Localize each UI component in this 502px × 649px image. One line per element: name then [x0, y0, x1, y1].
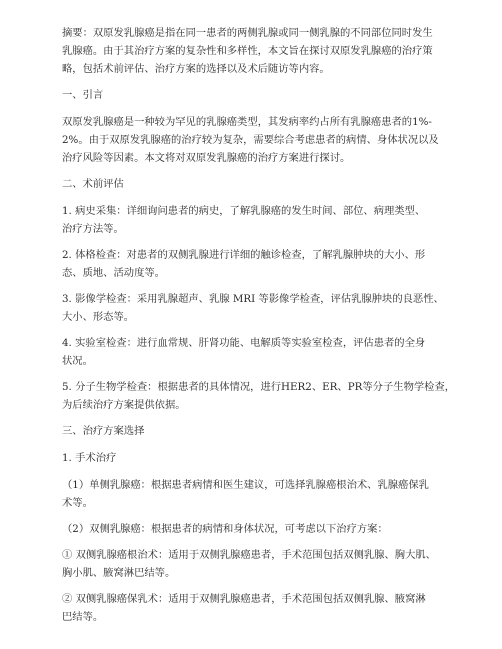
text-line: ② 双侧乳腺癌保乳术：适用于双侧乳腺癌患者，手术范围包括双侧乳腺、腋窝淋 — [62, 593, 426, 605]
text-line: 为后续治疗方案提供依据。 — [62, 399, 186, 411]
text-line: 三、治疗方案选择 — [62, 425, 145, 437]
paragraph-eval4 — [62, 334, 462, 370]
paragraph-eval5 — [62, 378, 462, 414]
text-line: 治疗方法等。 — [62, 223, 124, 235]
text-line: 5. 分子生物学检查：根据患者的具体情况，进行HER2、ER、PR等分子生物学检查， — [62, 381, 456, 393]
text-line: ① 双侧乳腺癌根治术：适用于双侧乳腺癌患者，手术范围包括双侧乳腺、胸大肌、 — [62, 549, 436, 561]
text-line: 2%。由于双原发乳腺癌的治疗较为复杂，需要综合考虑患者的病情、身体状况以及 — [62, 134, 439, 146]
text-line: （2）双侧乳腺癌：根据患者的病情和身体状况，可考虑以下治疗方案： — [62, 523, 388, 535]
paragraph-surg1 — [62, 476, 462, 512]
paragraph-eval2 — [62, 246, 462, 282]
text-line: 状况。 — [62, 355, 93, 367]
text-line: 乳腺癌。由于其治疗方案的复杂性和多样性，本文旨在探讨双原发乳腺癌的治疗策 — [62, 45, 433, 57]
text-line: 略，包括术前评估、治疗方案的选择以及术后随访等内容。 — [62, 63, 330, 75]
text-line: 一、引言 — [62, 89, 104, 101]
paragraph-abstract — [62, 24, 462, 78]
text-line: 4. 实验室检查：进行血常规、肝肾功能、电解质等实验室检查，评估患者的全身 — [62, 337, 426, 349]
text-line: 3. 影像学检查：采用乳腺超声、乳腺 MRI 等影像学检查，评估乳腺肿块的良恶性、 — [62, 293, 444, 305]
text-line: 术等。 — [62, 497, 93, 509]
paragraph-opt1 — [62, 546, 462, 582]
paragraph-opt2 — [62, 590, 462, 626]
text-line: （1）单侧乳腺癌：根据患者病情和医生建议，可选择乳腺癌根治术、乳腺癌保乳 — [62, 479, 429, 491]
section-heading-sub1-title — [62, 449, 462, 467]
text-line: 二、术前评估 — [62, 178, 124, 190]
text-line: 胸小肌、腋窝淋巴结等。 — [62, 567, 176, 579]
text-line: 双原发乳腺癌是一种较为罕见的乳腺癌类型，其发病率约占所有乳腺癌患者的1%- — [62, 116, 432, 128]
section-heading-sec3-title — [62, 422, 462, 440]
paragraph-surg2 — [62, 520, 462, 538]
text-line: 1. 病史采集：详细询问患者的病史，了解乳腺癌的发生时间、部位、病理类型、 — [62, 205, 426, 217]
text-line: 态、质地、活动度等。 — [62, 267, 165, 279]
text-line: 2. 体格检查：对患者的双侧乳腺进行详细的触诊检查，了解乳腺肿块的大小、形 — [62, 249, 426, 261]
paragraph-intro — [62, 113, 462, 167]
text-line: 治疗风险等因素。本文将对双原发乳腺癌的治疗方案进行探讨。 — [62, 152, 351, 164]
paragraph-eval1 — [62, 202, 462, 238]
section-heading-sec2-title — [62, 175, 462, 193]
text-line: 大小、形态等。 — [62, 311, 135, 323]
text-line: 1. 手术治疗 — [62, 452, 117, 464]
section-heading-sec1-title — [62, 86, 462, 104]
paragraph-eval3 — [62, 290, 462, 326]
text-line: 摘要：双原发乳腺癌是指在同一患者的两侧乳腺或同一侧乳腺的不同部位同时发生 — [62, 27, 433, 39]
text-line: 巴结等。 — [62, 611, 104, 623]
